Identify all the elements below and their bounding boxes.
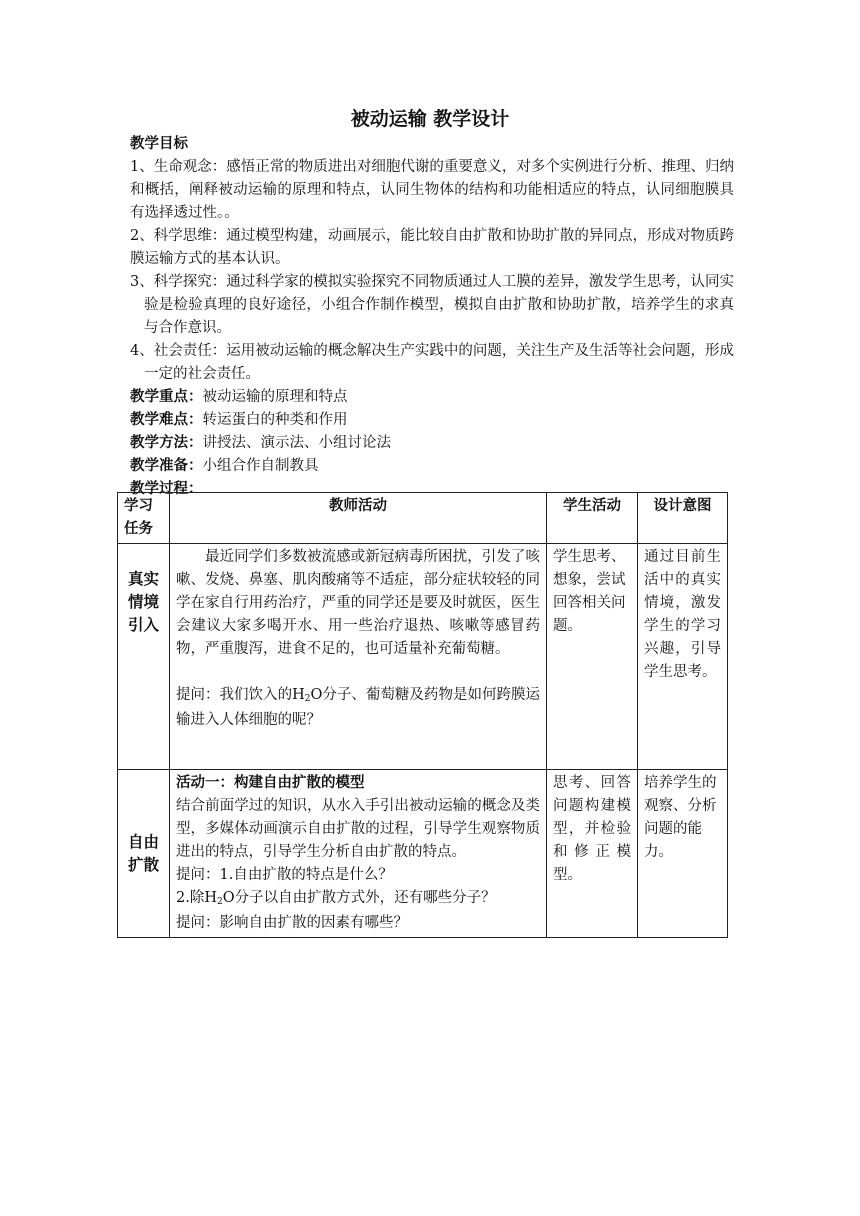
prep-value: 小组合作自制教具 <box>202 458 319 474</box>
student-activity-cell: 学生思考、想象，尝试回答相关问题。 <box>547 544 638 770</box>
teacher-question: 提问：1.自由扩散的特点是什么？ <box>176 867 393 883</box>
key-point-value: 被动运输的原理和特点 <box>202 389 348 405</box>
student-activity-cell: 思考、回答问题构建模型，并检验和修正模型。 <box>547 770 638 938</box>
process-heading: 教学过程： <box>130 481 203 497</box>
activity-title: 活动一：构建自由扩散的模型 <box>176 775 365 791</box>
document-title: 被动运输 教学设计 <box>350 108 510 130</box>
teacher-question: 提问：我们饮入的$H_2O$分子、葡萄糖及药物是如何跨膜运输进入人体细胞的呢？ <box>176 687 540 728</box>
teacher-paragraph: 结合前面学过的知识，从水入手引出被动运输的概念及类型，多媒体动画演示自由扩散的过程，引导学生观察物质进出的特点，引导学生分析自由扩散的特点。 <box>176 798 540 860</box>
difficulty-value: 转运蛋白的种类和作用 <box>202 412 348 428</box>
prep-label: 教学准备： <box>130 458 203 474</box>
teacher-paragraph: 最近同学们多数被流感或新冠病毒所困扰，引发了咳嗽、发烧、鼻塞、肌肉酸痛等不适症，部分症状较轻的同学在家自行用药治疗，严重的同学还是要及时就医，医生会建议大家多喝开水、用一些治疗退热、咳嗽等感冒药物，严重腹泻，进食不足的，也可适量补充葡萄糖。 <box>176 549 540 657</box>
method-label: 教学方法： <box>130 435 203 451</box>
design-intent-cell: 培养学生的观察、分析问题的能力。 <box>638 770 728 938</box>
document-body <box>130 133 734 501</box>
goal-social-responsibility: 4、社会责任：运用被动运输的概念解决生产实践中的问题，关注生产及生活等社会问题，形成一定的社会责任。 <box>130 343 734 382</box>
table-header-row <box>118 493 728 544</box>
header-task: 学习 任务 <box>118 493 170 544</box>
method-value: 讲授法、演示法、小组讨论法 <box>202 435 391 451</box>
header-intent: 设计意图 <box>638 493 728 544</box>
teaching-method <box>130 432 734 455</box>
teacher-question: 提问：影响自由扩散的因素有哪些？ <box>176 915 408 931</box>
difficulty <box>130 409 734 432</box>
process-table <box>117 492 728 938</box>
table-row <box>118 544 728 770</box>
key-point-label: 教学重点： <box>130 389 203 405</box>
teacher-activity-cell <box>170 544 547 770</box>
table-row <box>118 770 728 938</box>
design-intent-cell: 通过目前生活中的真实情境，激发学生的学习兴趣，引导学生思考。 <box>638 544 728 770</box>
difficulty-label: 教学难点： <box>130 412 203 428</box>
task-cell: 自由 扩散 <box>118 770 170 938</box>
teaching-prep <box>130 455 734 478</box>
goals-heading: 教学目标 <box>130 136 188 152</box>
key-point <box>130 386 734 409</box>
task-cell: 真实 情境 引入 <box>118 544 170 770</box>
goal-life-concept: 1、生命观念：感悟正常的物质进出对细胞代谢的重要意义，对多个实例进行分析、推理、归纳和概括，阐释被动运输的原理和特点，认同生物体的结构和功能相适应的特点，认同细胞膜具有选择透过性。。 <box>130 159 734 221</box>
goal-scientific-inquiry: 3、科学探究：通过科学家的模拟实验探究不同物质通过人工膜的差异，激发学生思考，认同实验是检验真理的良好途径，小组合作制作模型，模拟自由扩散和协助扩散，培养学生的求真与合作意识。 <box>130 274 734 336</box>
goal-scientific-thinking: 2、科学思维：通过模型构建，动画展示，能比较自由扩散和协助扩散的异同点，形成对物质跨膜运输方式的基本认识。 <box>130 228 734 267</box>
teacher-activity-cell <box>170 770 547 938</box>
header-teacher: 教师活动 <box>170 493 547 544</box>
header-student: 学生活动 <box>547 493 638 544</box>
teacher-question: 2.除$H_2O$分子以自由扩散方式外，还有哪些分子？ <box>176 890 496 907</box>
